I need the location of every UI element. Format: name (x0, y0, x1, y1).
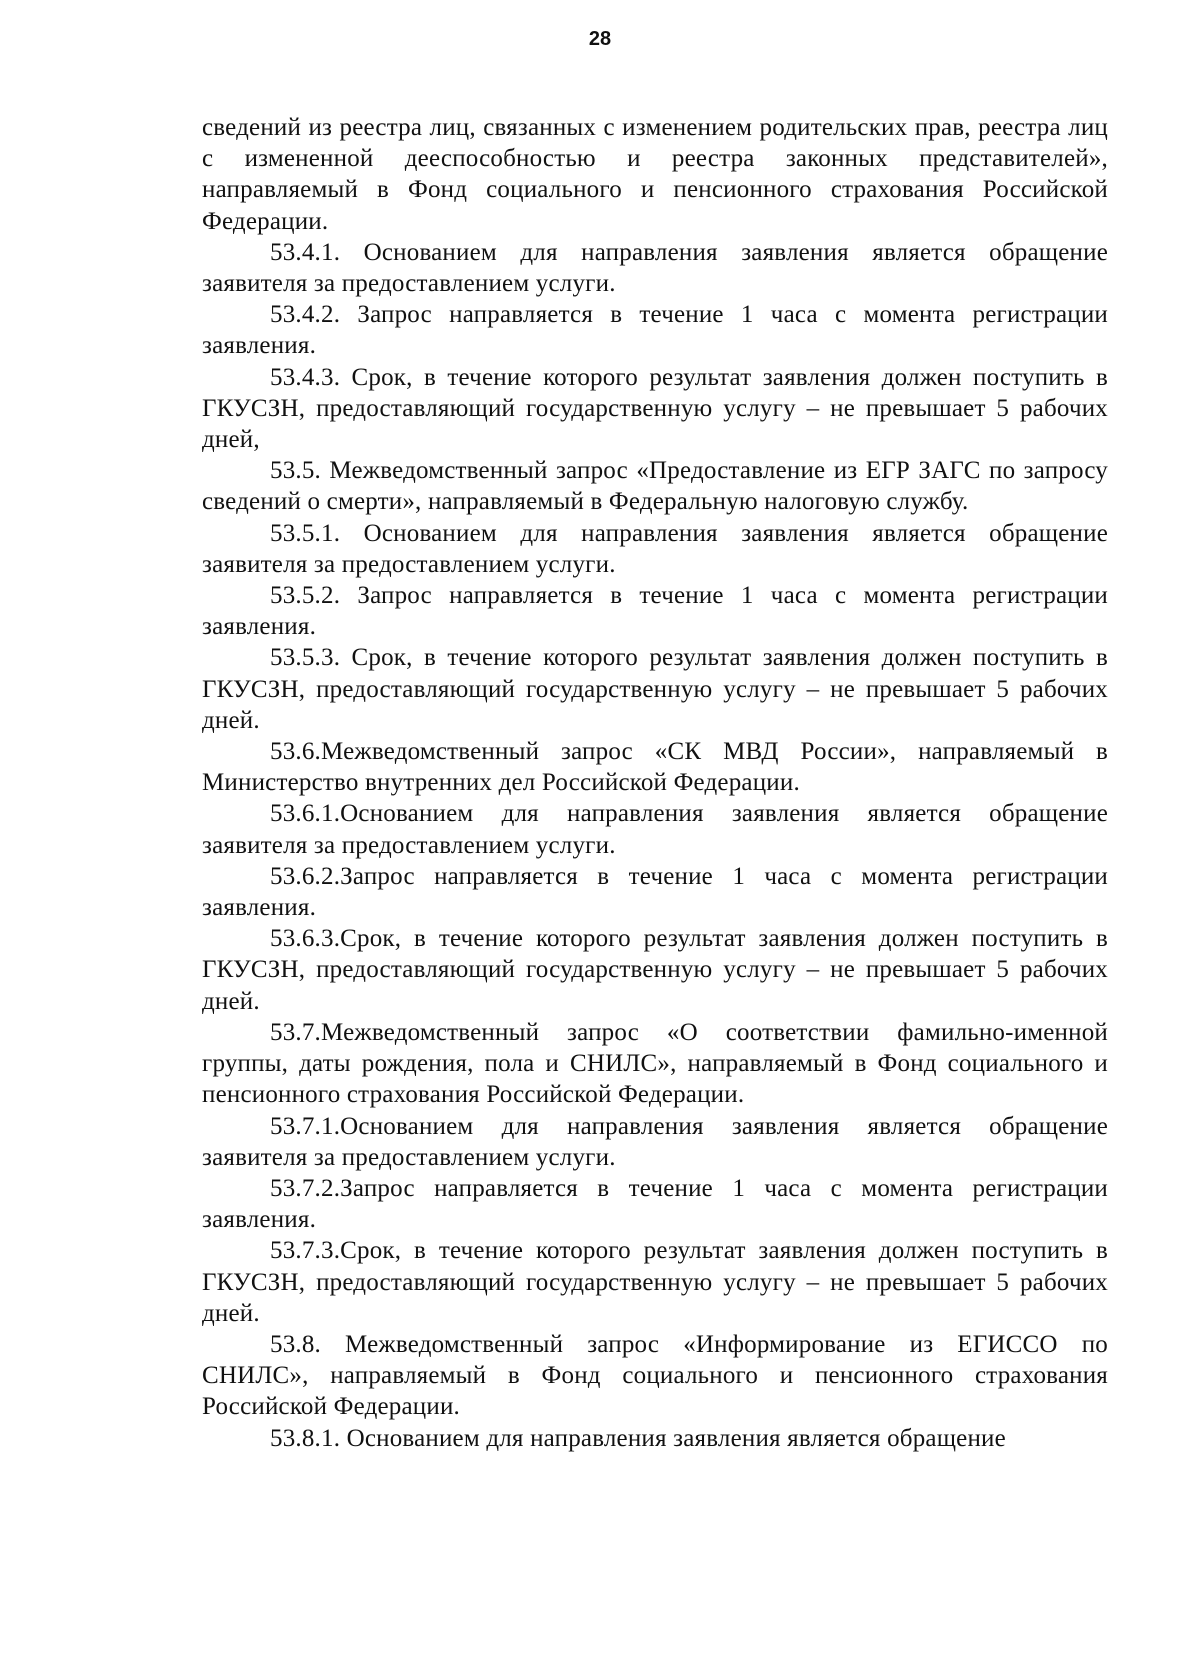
paragraph-53-6-2: 53.6.2.Запрос направляется в течение 1 часа с момента регистрации заявления. (202, 862, 1108, 922)
paragraph-53-5-2: 53.5.2. Запрос направляется в течение 1 часа с момента регистрации заявления. (202, 582, 1108, 641)
paragraph-53-8-1: 53.8.1. Основанием для направления заявления является обращение (270, 1424, 1006, 1452)
paragraph-53-8: 53.8. Межведомственный запрос «Информирование из ЕГИССО по СНИЛС», направляемый в Фонд социального и пенсионного страхования Российской Федерации. (202, 1330, 1108, 1421)
paragraph-53-6-3: 53.6.3.Срок, в течение которого результат заявления должен поступить в ГКУСЗН, предоставляющий государственную услугу – не превышает 5 рабочих дней. (202, 925, 1108, 1015)
paragraph-53-7-3: 53.7.3.Срок, в течение которого результат заявления должен поступить в ГКУСЗН, предоставляющий государственную услугу – не превышает 5 рабочих дней. (202, 1237, 1108, 1327)
page-number: 28 (588, 28, 612, 50)
paragraph-53-5: 53.5. Межведомственный запрос «Предоставление из ЕГР ЗАГС по запросу сведений о смерти», направляемый в Федеральную налоговую службу. (202, 457, 1108, 516)
paragraph-53-6-1: 53.6.1.Основанием для направления заявления является обращение заявителя за предоставлением услуги. (202, 800, 1108, 859)
paragraph-53-7-2: 53.7.2.Запрос направляется в течение 1 часа с момента регистрации заявления. (202, 1174, 1108, 1234)
paragraph-53-4-1: 53.4.1. Основанием для направления заявления является обращение заявителя за предоставлением услуги. (202, 238, 1108, 298)
paragraph-53-7: 53.7.Межведомственный запрос «О соответствии фамильно-именной группы, даты рождения, пола и СНИЛС», направляемый в Фонд социального и пенсионного страхования Российской Федерации. (202, 1018, 1108, 1109)
paragraph-53-6: 53.6.Межведомственный запрос «СК МВД России», направляемый в Министерство внутренних дел Российской Федерации. (202, 738, 1108, 797)
paragraph-53-4-3: 53.4.3. Срок, в течение которого результат заявления должен поступить в ГКУСЗН, предоставляющий государственную услугу – не превышает 5 рабочих дней, (202, 363, 1108, 454)
paragraph-continuation: сведений из реестра лиц, связанных с изменением родительских прав, реестра лиц с измененной дееспособностью и реестра законных представителей», направляемый в Фонд социального и пенсионного страхования Российской Федерации. (202, 114, 1108, 235)
paragraph-53-5-3: 53.5.3. Срок, в течение которого результат заявления должен поступить в ГКУСЗН, предоставляющий государственную услугу – не превышает 5 рабочих дней. (202, 644, 1108, 734)
paragraph-53-5-1: 53.5.1. Основанием для направления заявления является обращение заявителя за предоставлением услуги. (202, 519, 1108, 578)
paragraph-53-4-2: 53.4.2. Запрос направляется в течение 1 часа с момента регистрации заявления. (202, 301, 1108, 360)
paragraph-53-7-1: 53.7.1.Основанием для направления заявления является обращение заявителя за предоставлением услуги. (202, 1112, 1108, 1171)
document-body (202, 112, 1108, 1454)
